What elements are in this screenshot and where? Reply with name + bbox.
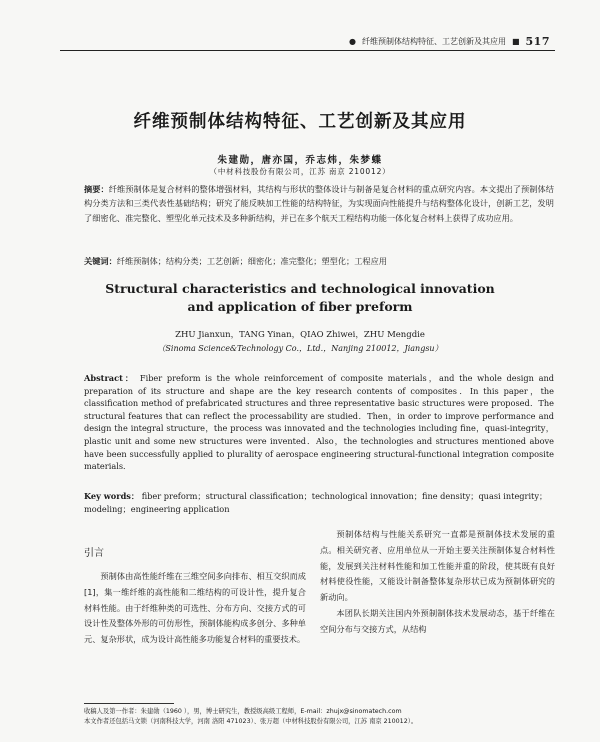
abstract-cn bbox=[84, 182, 554, 225]
keywords-cn-text: 纤维预制体；结构分类；工艺创新；细密化；准完整化；塑型化；工程应用 bbox=[116, 256, 387, 266]
header-bullet: ● bbox=[348, 36, 356, 46]
abstract-cn-label: 摘要： bbox=[84, 184, 109, 194]
title-en bbox=[0, 280, 600, 316]
left-column bbox=[84, 544, 306, 648]
running-header bbox=[305, 34, 550, 48]
footnote-coauthors: 本文作者还包括马文锁（河南科技大学，河南 洛阳 471023）、张万超（中材科技股份有限公司，江苏 南京 210012）。 bbox=[84, 718, 418, 725]
abstract-en-text: Fiber preform is the whole reinforcement of composite materials，and the whole design and preparation of its structure and shape are the key research contents of composites．In this paper，the classification method of prefabricated structures and three representative basic structures were proposed．The structural features that can reflect the processability are studied．Then，in order to improve performance and design the integral structure，the process was innovated and the technologies including fine，quasi-integrity，plastic unit and some new structures were invented．Also，the technologies and structures mentioned above have been successfully applied to plurality of aerospace engineering structural-functional integration composite materials． bbox=[84, 373, 555, 472]
keywords-cn-label: 关键词： bbox=[84, 256, 117, 266]
page-number: 517 bbox=[525, 34, 550, 48]
header-rule bbox=[60, 50, 555, 51]
footnote-rule bbox=[84, 703, 174, 704]
title-en-line-2: and application of fiber preform bbox=[187, 299, 413, 314]
affiliation-en: （Sinoma Science&Technology Co.，Ltd.，Nanjing 210012，Jiangsu） bbox=[157, 344, 443, 353]
keywords-en-text: fiber preform；structural classification；technological innovation；fine density；quasi integrity；modeling；engineering application bbox=[84, 491, 548, 514]
right-column bbox=[320, 527, 555, 638]
abstract-en-label: Abstract： bbox=[84, 373, 136, 383]
intro-heading: 引言 bbox=[84, 548, 104, 559]
title-en-line-1: Structural characteristics and technological innovation bbox=[105, 281, 495, 296]
authors-cn: 朱建勋，唐亦国，乔志炜，朱梦蝶 bbox=[217, 155, 383, 166]
title-cn: 纤维预制体结构特征、工艺创新及其应用 bbox=[133, 112, 467, 132]
intro-paragraph: 预制体由高性能纤维在三维空间多向排布、相互交织而成[1]，集一维纤维的高性能和二维结构的可设计性，提升复合材料性能。由于纤维种类的可选性、分布方向、交接方式的可设计性及整体外形的可仿形性，预制体能构成多创分、多种单元、复杂形状，成为设计高性能多功能复合材料的重要技术。 bbox=[84, 571, 306, 645]
right-paragraph-1: 预制体结构与性能关系研究一直都是预制体技术发展的重点。相关研究者、应用单位从一开始主要关注预制体复合材料性能，发展到关注材料性能和加工性能并重的阶段，使其既有良好材料使役性能，又能设计制备整体复杂形状已成为预制体研究的新动向。 bbox=[320, 529, 555, 603]
right-paragraph-2: 本团队长期关注国内外预制制体技术发展动态，基于纤维在空间分布与交接方式，从结构 bbox=[320, 607, 555, 634]
footnote-author: 收稿人及第一作者：朱建勋（1960 ），男，博士研究生，教授级高级工程师，E-mail：zhujx@sinomatech.com bbox=[84, 708, 402, 715]
header-bullet-2: ■ bbox=[511, 36, 520, 46]
affiliation-cn: （中材科技股份有限公司，江苏 南京 210012） bbox=[209, 167, 391, 176]
header-journal: 纤维预制体结构特征、工艺创新及其应用 bbox=[361, 36, 506, 46]
authors-en: ZHU Jianxun，TANG Yinan，QIAO Zhiwei，ZHU Mengdie bbox=[175, 330, 425, 340]
keywords-cn bbox=[84, 254, 554, 268]
keywords-en bbox=[84, 490, 554, 515]
abstract-en bbox=[84, 372, 554, 473]
abstract-cn-text: 纤维预制体是复合材料的整体增强材料，其结构与形状的整体设计与制备是复合材料的重点研究内容。本文提出了预制体结构分类方法和三类代表性基础结构；研究了能反映加工性能的结构特征，为实现面向性能提升与结构整体化设计，创新工艺，发明了细密化、准完整化、塑型化单元技术及多种新结构，并已在多个航天工程结构功能一体化复合材料上获得了成功应用。 bbox=[84, 184, 554, 223]
keywords-en-label: Key words： bbox=[84, 491, 140, 501]
